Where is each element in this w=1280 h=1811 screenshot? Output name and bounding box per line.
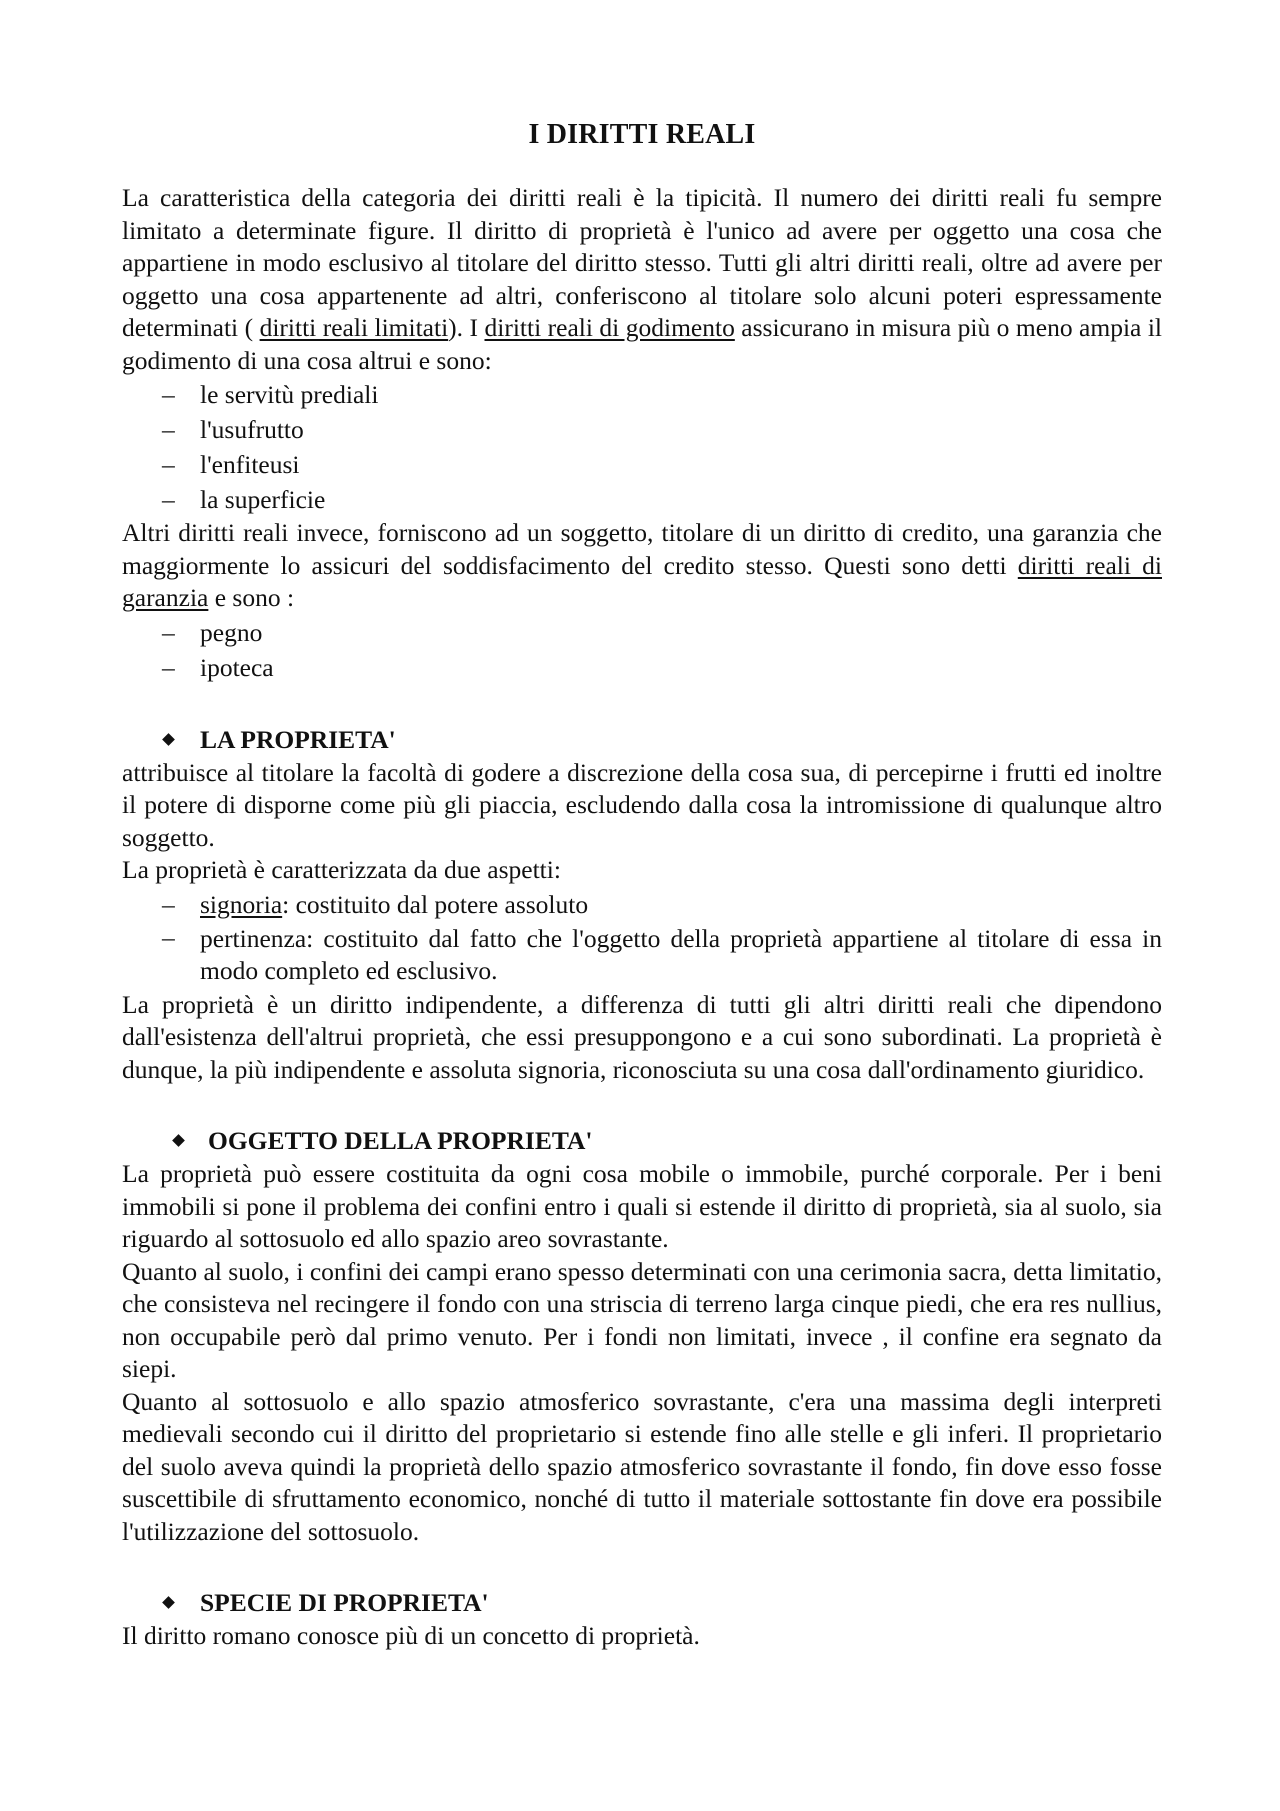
diamond-bullet-icon (162, 1596, 175, 1609)
section-heading-proprieta: LA PROPRIETA' (122, 723, 1162, 757)
dash-bullet-icon: – (162, 652, 175, 682)
link-diritti-reali-limitati: diritti reali limitati (259, 313, 449, 342)
garanzia-list (122, 615, 1162, 685)
dash-bullet-icon: – (162, 415, 175, 444)
document-page (122, 118, 1162, 1653)
list-item: – pertinenza: costituito dal fatto che l'oggetto della proprietà appartiene al titolare di essa in modo completo ed esclusivo. (162, 922, 1162, 985)
list-item: – ipoteca (122, 650, 1162, 685)
intro-paragraph (122, 182, 1162, 377)
term-signoria: signoria (200, 889, 283, 919)
list-item: – la superficie (122, 482, 1162, 517)
garanzia-text-a: Altri diritti reali invece, forniscono ad un soggetto, titolare di un diritto di credito, una garanzia che maggiormente lo assicuri del soddisfacimento del credito stesso. Questi sono detti (122, 518, 1162, 580)
oggetto-paragraph-1: La proprietà può essere costituita da ogni cosa mobile o immobile, purché corporale. Per i beni immobili si pone il problema dei confini entro i quali si estende il diritto di proprietà, sia al suolo, sia riguardo al sottosuolo ed allo spazio areo sovrastante. (122, 1159, 1162, 1253)
list-item: – le servitù prediali (122, 377, 1162, 412)
dash-bullet-icon: – (162, 485, 175, 514)
diamond-bullet-icon (162, 733, 175, 746)
dash-bullet-icon: – (162, 450, 175, 479)
dash-bullet-icon: – (162, 380, 175, 409)
page-title: I DIRITTI REALI (528, 119, 756, 150)
specie-paragraph-1: Il diritto romano conosce più di un concetto di proprietà. (122, 1621, 700, 1650)
dash-bullet-icon: – (162, 617, 175, 647)
section-heading-specie: SPECIE DI PROPRIETA' (122, 1586, 1162, 1620)
intro-text-b: ). I (448, 313, 485, 342)
proprieta-paragraph-2: La proprietà è caratterizzata da due aspetti: (122, 855, 561, 884)
list-item: – pegno (122, 615, 1162, 650)
proprieta-paragraph-3: La proprietà è un diritto indipendente, a differenza di tutti gli altri diritti reali che dipendono dall'esistenza dell'altrui proprietà, che essi presuppongono e a cui sono subordinati. La proprietà è dunque, la più indipendente e assoluta signoria, riconosciuta su una cosa dall'ordinamento giuridico. (122, 989, 1162, 1084)
garanzia-paragraph (122, 517, 1162, 615)
aspetti-list (122, 887, 1162, 989)
oggetto-paragraph-3: Quanto al sottosuolo e allo spazio atmosferico sovrastante, c'era una massima degli interpreti medievali secondo cui il diritto del proprietario si estende fino alle stelle e gli inferi. Il proprietario del suolo aveva quindi la proprietà dello spazio atmosferico sovrastante il fondo, fin dove esso fosse suscettibile di sfruttamento economico, nonché di tutto il materiale sottostante fin dove era possibile l'utilizzazione del sottosuolo. (122, 1386, 1162, 1546)
godimento-list (122, 377, 1162, 517)
dash-bullet-icon: – (162, 889, 175, 919)
list-item: – l'enfiteusi (122, 447, 1162, 482)
garanzia-text-b: e sono : (208, 583, 295, 612)
list-item: – l'usufrutto (122, 412, 1162, 447)
proprieta-paragraph-1: attribuisce al titolare la facoltà di godere a discrezione della cosa sua, di percepirne i frutti ed inoltre il potere di disporne come più gli piaccia, escludendo dalla cosa la intromissione di qualunque altro soggetto. (122, 757, 1162, 852)
intro-text-a: La caratteristica della categoria dei diritti reali è la tipicità. Il numero dei diritti reali fu sempre limitato a determinate figure. Il diritto di proprietà è l'unico ad avere per oggetto una cosa che appartiene in modo esclusivo al titolare del diritto stesso. Tutti gli altri diritti reali, oltre ad avere per oggetto una cosa appartenente ad altri, conferiscono al titolare solo alcuni poteri espressamente determinati ( (122, 183, 1162, 342)
diamond-bullet-icon (172, 1134, 185, 1147)
section-heading-oggetto: OGGETTO DELLA PROPRIETA' (122, 1124, 1162, 1158)
link-diritti-reali-di-godimento: diritti reali di godimento (484, 313, 735, 342)
oggetto-paragraph-2: Quanto al suolo, i confini dei campi erano spesso determinati con una cerimonia sacra, detta limitatio, che consisteva nel recingere il fondo con una striscia di terreno larga cinque piedi, che era res nullius, non occupabile però dal primo venuto. Per i fondi non limitati, invece , il confine era segnato da siepi. (122, 1256, 1162, 1383)
link-diritti-reali-di-garanzia: diritti reali di garanzia (122, 550, 1162, 612)
dash-bullet-icon: – (162, 922, 175, 952)
intro-text-c: assicurano in misura più o meno ampia il godimento di una cosa altrui e sono: (122, 313, 1163, 375)
list-item: – signoria: costituito dal potere assoluto (122, 887, 1162, 922)
